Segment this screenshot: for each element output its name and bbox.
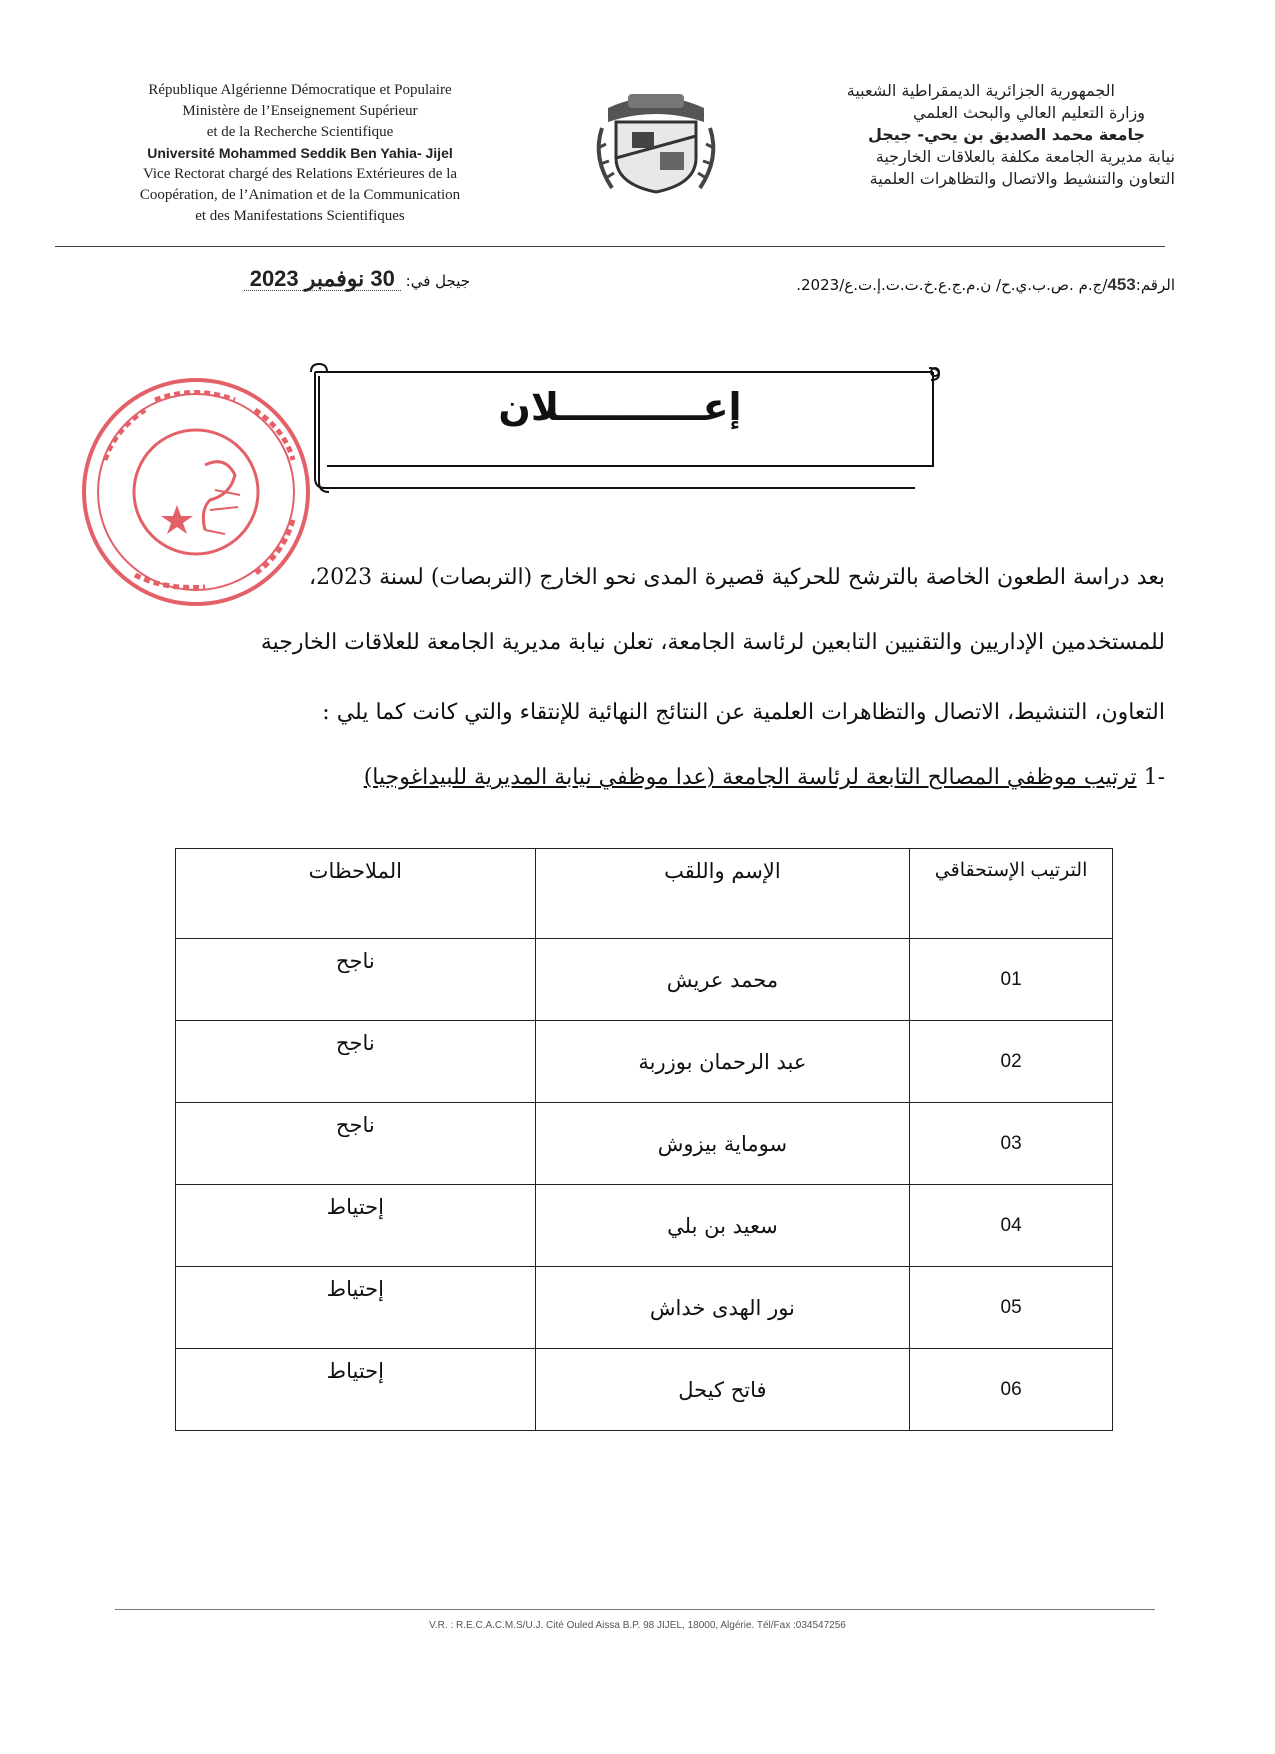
section-heading	[364, 765, 1165, 790]
cell-name: محمد عريش	[535, 939, 910, 1021]
table-row	[176, 1349, 1113, 1431]
table-header-row	[176, 849, 1113, 939]
ar-university: جامعة محمد الصديق بن يحي- جيجل	[867, 125, 1145, 144]
cell-name: فاتح كيحل	[535, 1349, 910, 1431]
table-row	[176, 1021, 1113, 1103]
announcement-title: إعـــــــــــلان	[498, 385, 742, 429]
footer-divider	[115, 1609, 1155, 1610]
fr-ministry: Ministère de l’Enseignement Supérieur	[182, 103, 418, 119]
table-row	[176, 1267, 1113, 1349]
cell-note: ناجح	[176, 1103, 536, 1185]
university-emblem-icon	[588, 88, 724, 200]
date-line	[180, 266, 470, 292]
section-number: -1	[1143, 765, 1165, 790]
ar-vice-directorate: نيابة مديرية الجامعة مكلفة بالعلاقات الخارجية	[875, 147, 1175, 166]
reference-number	[796, 275, 1175, 295]
cell-rank: 05	[910, 1267, 1113, 1349]
fr-republic: République Algérienne Démocratique et Populaire	[148, 82, 452, 98]
header-name: الإسم واللقب	[535, 849, 910, 939]
ref-code: /ج.م .ص.ب.ي.ح/ ن.م.ج.ع.خ.ت.ت.إ.ت.ع/2023.	[796, 276, 1108, 294]
fr-research: et de la Recherche Scientifique	[206, 124, 394, 140]
cell-note: ناجح	[176, 939, 536, 1021]
fr-manifestations: et des Manifestations Scientifiques	[195, 208, 405, 224]
cell-note: إحتياط	[176, 1349, 536, 1431]
ar-ministry: وزارة التعليم العالي والبحث العلمي	[913, 103, 1145, 122]
cell-name: نور الهدى خداش	[535, 1267, 910, 1349]
results-table	[175, 848, 1113, 1431]
ar-cooperation: التعاون والتنشيط والاتصال والتظاهرات العلمية	[869, 169, 1175, 188]
cell-name: سومایة بیزوش	[535, 1103, 910, 1185]
header-notes: الملاحظات	[176, 849, 536, 939]
table-row	[176, 1185, 1113, 1267]
ref-value: 453	[1107, 275, 1136, 294]
date-value: 30 نوفمبر 2023	[249, 266, 395, 291]
header-rank: الترتيب الإستحقاقي	[910, 849, 1113, 939]
cell-rank: 03	[910, 1103, 1113, 1185]
fr-cooperation: Coopération, de l’Animation et de la Communication	[139, 187, 461, 203]
ar-republic: الجمهورية الجزائرية الديمقراطية الشعبية	[846, 81, 1115, 100]
body-paragraph-line-2: للمستخدمين الإداريين والتقنيين التابعين لرئاسة الجامعة، تعلن نيابة مديرية الجامعة للعلاقات الخارجية	[260, 630, 1165, 655]
fr-university: Université Mohammed Seddik Ben Yahia- Jijel	[147, 145, 453, 161]
cell-name: سعيد بن بلي	[535, 1185, 910, 1267]
header-arabic	[745, 80, 1175, 190]
table-row	[176, 939, 1113, 1021]
header-divider	[55, 246, 1165, 247]
footer-address: V.R. : R.E.C.A.C.M.S/U.J. Cité Ouled Aissa B.P. 98 JIJEL, 18000, Algérie. Tél/Fax :034547256	[429, 1620, 846, 1631]
cell-name: عبد الرحمان بوزربة	[535, 1021, 910, 1103]
section-title: ترتيب موظفي المصالح التابعة لرئاسة الجامعة (عدا موظفي نيابة المديرية للبيداغوجيا)	[363, 765, 1137, 790]
cell-rank: 04	[910, 1185, 1113, 1267]
table-row	[176, 1103, 1113, 1185]
cell-rank: 06	[910, 1349, 1113, 1431]
ref-label: الرقم:	[1135, 276, 1175, 294]
body-paragraph-line-1: بعد دراسة الطعون الخاصة بالترشح للحركية قصيرة المدى نحو الخارج (التربصات) لسنة 2023،	[308, 565, 1165, 590]
cell-note: إحتياط	[176, 1267, 536, 1349]
cell-note: ناجح	[176, 1021, 536, 1103]
body-paragraph-line-3: التعاون، التنشيط، الاتصال والتظاهرات العلمية عن النتائج النهائية للإنتقاء والتي كانت كما يلي :	[322, 700, 1165, 725]
cell-rank: 02	[910, 1021, 1113, 1103]
cell-note: إحتياط	[176, 1185, 536, 1267]
cell-rank: 01	[910, 939, 1113, 1021]
fr-vice-rectorat: Vice Rectorat chargé des Relations Extérieures de la	[142, 166, 458, 182]
date-label: جيجل في:	[405, 272, 470, 290]
header-french	[80, 80, 520, 227]
